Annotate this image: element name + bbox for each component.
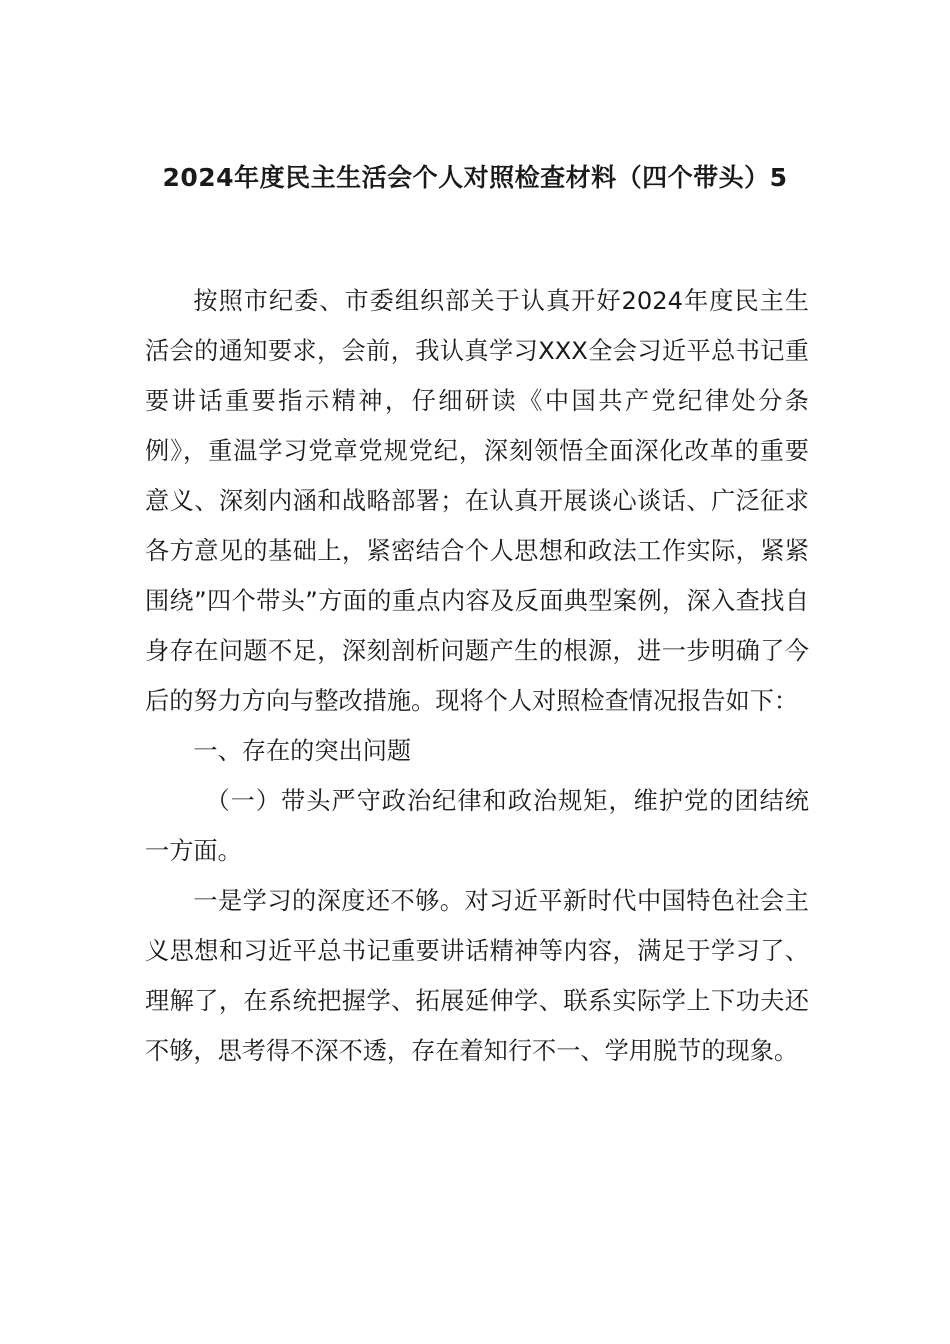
subsection-heading: （一）带头严守政治纪律和政治规矩，维护党的团结统一方面。 (145, 787, 809, 865)
document-body (145, 276, 809, 1076)
document-title: 2024年度民主生活会个人对照检查材料（四个带头）5 (162, 163, 788, 192)
issue-paragraph: 一是学习的深度还不够。对习近平新时代中国特色社会主义思想和习近平总书记重要讲话精神等内容，满足于学习了、理解了，在系统把握学、拓展延伸学、联系实际学上下功夫还不够，思考得不深不透，存在着知行不一、学用脱节的现象。 (145, 887, 809, 1065)
intro-paragraph: 按照市纪委、市委组织部关于认真开好2024年度民主生活会的通知要求，会前，我认真学习XXX全会习近平总书记重要讲话重要指示精神，仔细研读《中国共产党纪律处分条例》，重温学习党章党规党纪，深刻领悟全面深化改革的重要意义、深刻内涵和战略部署；在认真开展谈心谈话、广泛征求各方意见的基础上，紧密结合个人思想和政法工作实际，紧紧围绕”四个带头”方面的重点内容及反面典型案例，深入查找自身存在问题不足，深刻剖析问题产生的根源，进一步明确了今后的努力方向与整改措施。现将个人对照检查情况报告如下： (145, 287, 809, 715)
section-heading: 一、存在的突出问题 (193, 737, 412, 765)
